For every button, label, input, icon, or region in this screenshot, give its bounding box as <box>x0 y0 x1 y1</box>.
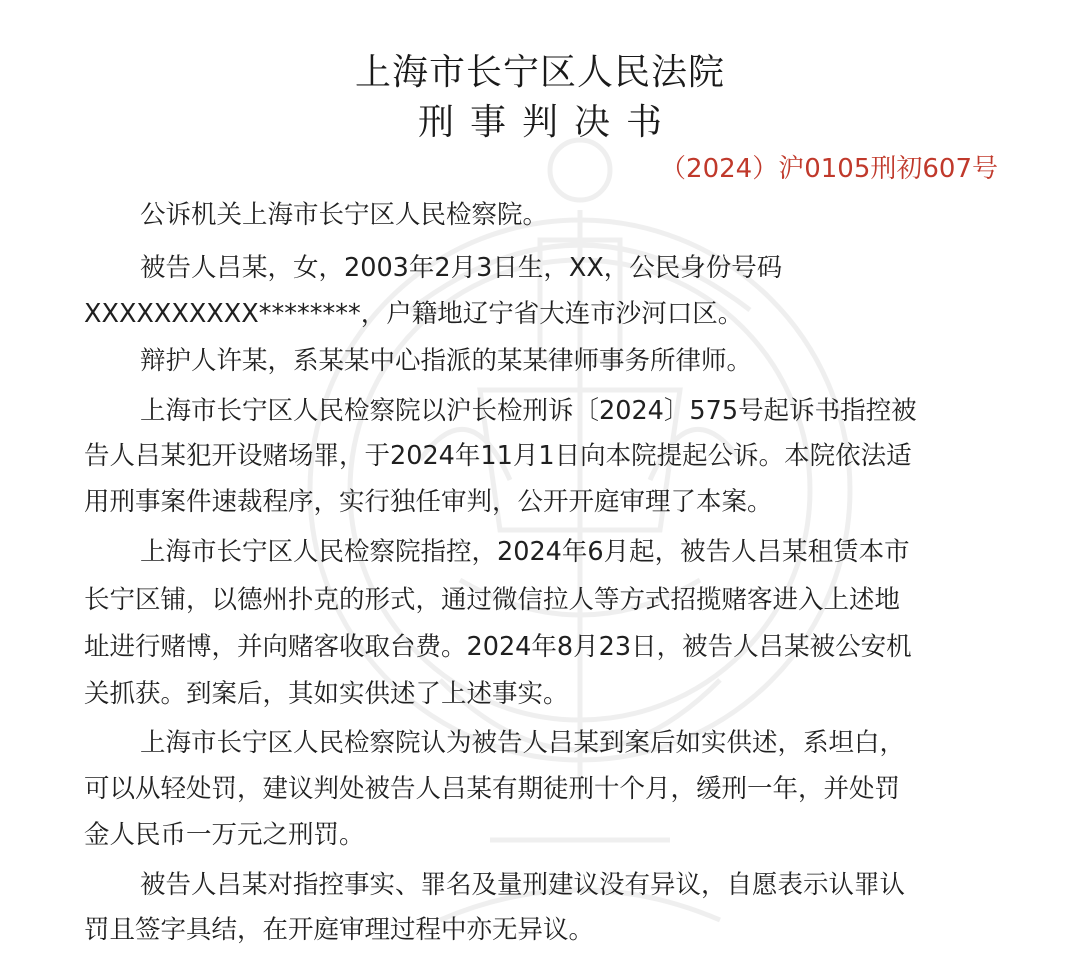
court-name: 上海市长宁区人民法院 <box>354 52 725 93</box>
text-line: 上海市长宁区人民检察院指控，2024年6月起，被告人吕某租赁本市 <box>140 537 910 567</box>
text-line: 被告人吕某，女，2003年2月3日生，XX，公民身份号码 <box>140 253 783 283</box>
text-line: 用刑事案件速裁程序，实行独任审判，公开开庭审理了本案。 <box>84 487 773 517</box>
text-line: 公诉机关上海市长宁区人民检察院。 <box>140 200 549 230</box>
text-line: 可以从轻处罚，建议判处被告人吕某有期徒刑十个月，缓刑一年，并处罚 <box>84 774 901 804</box>
document-type: 刑事判决书 <box>417 102 678 143</box>
text-line: 上海市长宁区人民检察院认为被告人吕某到案后如实供述，系坦白， <box>140 728 906 758</box>
text-line: 址进行赌博，并向赌客收取台费。2024年8月23日，被告人吕某被公安机 <box>84 632 912 662</box>
case-number: （2024）沪0105刑初607号 <box>660 154 998 184</box>
text-line: XXXXXXXXXX********，户籍地辽宁省大连市沙河口区。 <box>84 299 744 329</box>
text-line: 告人吕某犯开设赌场罪，于2024年11月1日向本院提起公诉。本院依法适 <box>84 441 912 471</box>
text-line: 长宁区铺，以德州扑克的形式，通过微信拉人等方式招揽赌客进入上述地 <box>84 585 901 615</box>
text-line: 上海市长宁区人民检察院以沪长检刑诉〔2024〕575号起诉书指控被 <box>140 396 917 426</box>
text-line: 金人民币一万元之刑罚。 <box>84 820 365 850</box>
text-line: 辩护人许某，系某某中心指派的某某律师事务所律师。 <box>140 346 753 376</box>
text-line: 被告人吕某对指控事实、罪名及量刑建议没有异议，自愿表示认罪认 <box>140 870 906 900</box>
text-line: 关抓获。到案后，其如实供述了上述事实。 <box>84 679 569 709</box>
text-line: 罚且签字具结，在开庭审理过程中亦无异议。 <box>84 915 595 945</box>
